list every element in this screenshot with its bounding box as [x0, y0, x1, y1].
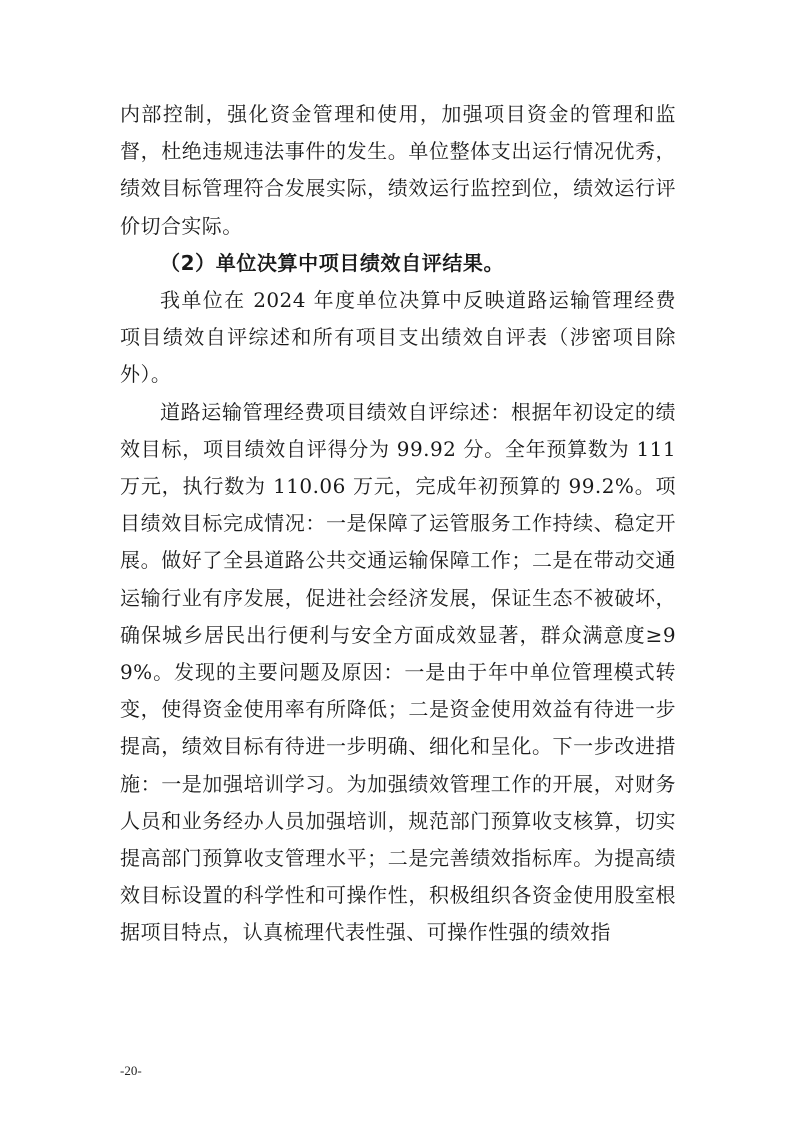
document-body — [120, 96, 676, 952]
body-paragraph: 道路运输管理经费项目绩效自评综述：根据年初设定的绩效目标，项目绩效自评得分为 99.92 分。全年预算数为 111 万元，执行数为 110.06 万元，完成年初预算的 99.2%。项目绩效目标完成情况：一是保障了运管服务工作持续、稳定开展。做好了全县道路公共交通运输保障工作；二是在带动交通运输行业有序发展，促进社会经济发展，保证生态不被破坏，确保城乡居民出行便利与安全方面成效显著，群众满意度≥99%。发现的主要问题及原因：一是由于年中单位管理模式转变，使得资金使用率有所降低；二是资金使用效益有待进一步提高，绩效目标有待进一步明确、细化和呈化。下一步改进措施：一是加强培训学习。为加强绩效管理工作的开展，对财务人员和业务经办人员加强培训，规范部门预算收支核算，切实提高部门预算收支管理水平；二是完善绩效指标库。为提高绩效目标设置的科学性和可操作性，积极组织各资金使用股室根据项目特点，认真梳理代表性强、可操作性强的绩效指 — [120, 399, 676, 945]
continuation-paragraph: 内部控制，强化资金管理和使用，加强项目资金的管理和监督，杜绝违规违法事件的发生。单位整体支出运行情况优秀，绩效目标管理符合发展实际，绩效运行监控到位，绩效运行评价切合实际。 — [120, 102, 676, 238]
section-heading: （2）单位决算中项目绩效自评结果。 — [160, 250, 505, 275]
page-number: -20- — [120, 1063, 142, 1078]
body-paragraph: 我单位在 2024 年度单位决算中反映道路运输管理经费项目绩效自评综述和所有项目支出绩效自评表（涉密项目除外）。 — [120, 288, 676, 387]
